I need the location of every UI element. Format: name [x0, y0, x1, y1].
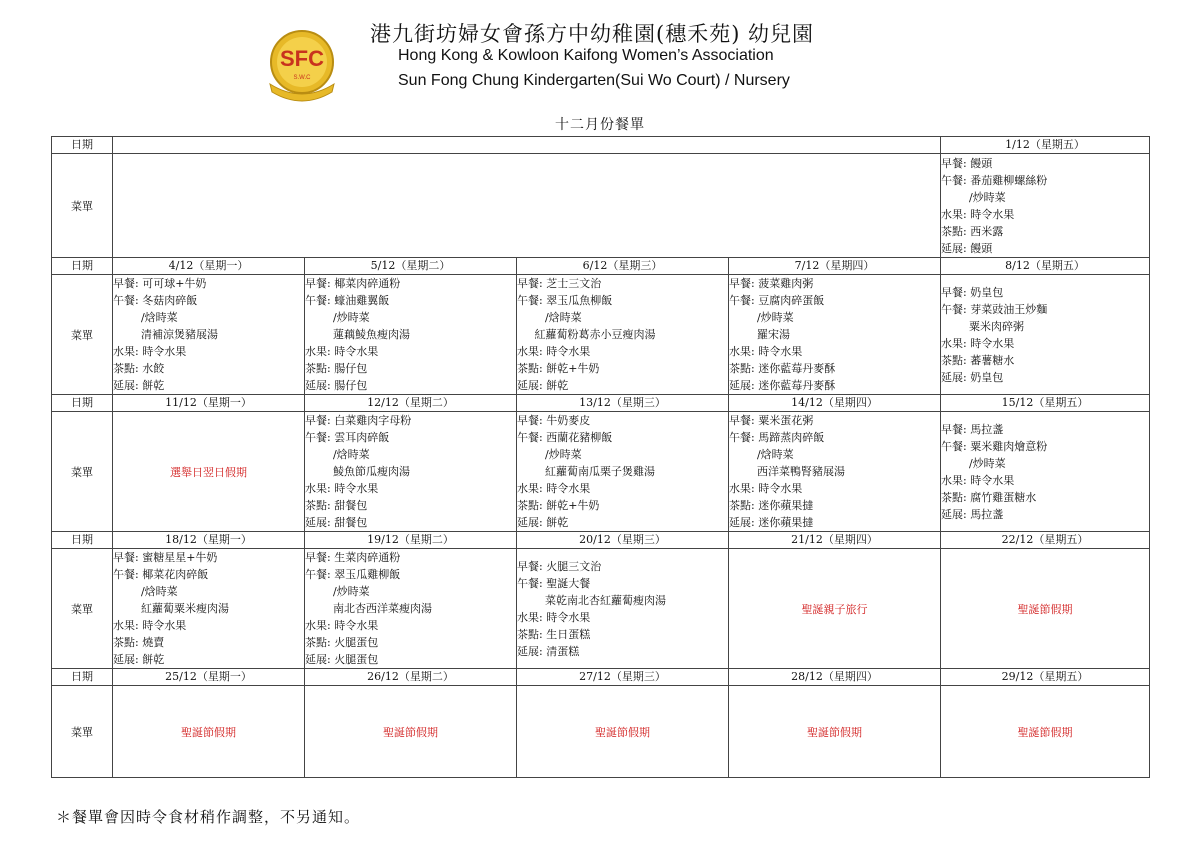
menu-line: /炒時菜: [729, 311, 794, 324]
menu-line: 午餐: 雲耳肉碎飯: [305, 431, 390, 444]
menu-line: 早餐: 奶皇包: [941, 285, 1004, 299]
menu-line: 午餐: 翠玉瓜雞柳飯: [305, 568, 401, 581]
date-cell: 7/12（星期四）: [729, 258, 941, 275]
menu-line: 早餐: 火腿三文治: [517, 559, 602, 573]
menu-line: 午餐: 冬菇肉碎飯: [113, 294, 198, 307]
holiday-cell: 聖誕節假期: [305, 686, 517, 778]
holiday-cell: 聖誕節假期: [517, 686, 729, 778]
menu-row: [52, 549, 1150, 669]
association-name-english: Hong Kong & Kowloon Kaifong Women’s Association: [398, 47, 774, 64]
menu-line: 早餐: 粟米蛋花粥: [729, 414, 814, 427]
menu-table: [51, 136, 1150, 778]
menu-line: 茶點: 迷你藍莓丹麥酥: [729, 362, 836, 375]
menu-row: [52, 275, 1150, 395]
menu-line: 羅宋湯: [729, 328, 790, 341]
date-cell: 4/12（星期一）: [113, 258, 305, 275]
menu-line: 早餐: 菠菜雞肉粥: [729, 277, 814, 290]
menu-line: 水果: 時令水果: [729, 345, 803, 358]
menu-line: 延展: 腸仔包: [305, 379, 368, 392]
menu-line: 早餐: 芝士三文治: [517, 277, 602, 290]
menu-line: 早餐: 牛奶麥皮: [517, 414, 591, 427]
menu-line: 午餐: 西蘭花豬柳飯: [517, 431, 613, 444]
menu-line: 茶點: 燒賣: [113, 636, 165, 649]
menu-line: /焓時菜: [113, 585, 178, 598]
menu-line: 延展: 餅乾: [113, 653, 165, 666]
menu-line: 水果: 時令水果: [941, 473, 1015, 487]
menu-line: 粟米肉碎粥: [941, 319, 1024, 333]
menu-line: 水果: 時令水果: [305, 482, 379, 495]
holiday-cell: 選舉日翌日假期: [113, 412, 305, 532]
menu-line: 午餐: 蠔油雞翼飯: [305, 294, 390, 307]
holiday-cell: 聖誕節假期: [941, 549, 1150, 669]
logo-small-text: S.W.C: [293, 75, 311, 81]
menu-row: [52, 412, 1150, 532]
menu-cell: [113, 549, 305, 669]
menu-row: [52, 154, 1150, 258]
menu-line: 水果: 時令水果: [113, 345, 187, 358]
menu-line: 延展: 餅乾: [517, 379, 569, 392]
menu-line: /焓時菜: [113, 311, 178, 324]
school-name-english: Sun Fong Chung Kindergarten(Sui Wo Court) / Nursery: [398, 72, 790, 89]
date-cell: 1/12（星期五）: [941, 137, 1150, 154]
date-cell: 28/12（星期四）: [729, 669, 941, 686]
kindergarten-logo: [262, 26, 342, 106]
menu-line: /焓時菜: [517, 311, 582, 324]
date-cell: 8/12（星期五）: [941, 258, 1150, 275]
menu-line: 午餐: 翠玉瓜魚柳飯: [517, 294, 613, 307]
date-cell: 13/12（星期三）: [517, 395, 729, 412]
date-cell: 27/12（星期三）: [517, 669, 729, 686]
menu-row: [52, 686, 1150, 778]
menu-cell: [305, 275, 517, 395]
menu-line: 水果: 時令水果: [941, 207, 1015, 221]
menu-label: 菜單: [52, 412, 113, 532]
menu-line: 延展: 餅乾: [113, 379, 165, 392]
date-label: 日期: [52, 258, 113, 275]
menu-line: 午餐: 聖誕大餐: [517, 576, 591, 590]
holiday-cell: 聖誕節假期: [113, 686, 305, 778]
month-title: 十二月份餐單: [555, 117, 645, 133]
menu-line: 茶點: 蕃薯糖水: [941, 353, 1015, 367]
date-cell: 19/12（星期二）: [305, 532, 517, 549]
date-label: 日期: [52, 137, 113, 154]
menu-line: 茶點: 生日蛋糕: [517, 627, 591, 641]
empty-cell: [113, 154, 941, 258]
menu-cell: [305, 412, 517, 532]
date-row: [52, 137, 1150, 154]
menu-line: /焓時菜: [305, 448, 370, 461]
menu-line: 午餐: 粟米雞肉燴意粉: [941, 439, 1048, 453]
menu-label: 菜單: [52, 686, 113, 778]
menu-cell: [941, 154, 1150, 258]
menu-line: 水果: 時令水果: [305, 345, 379, 358]
menu-line: 延展: 清蛋糕: [517, 644, 580, 658]
menu-line: 早餐: 白菜雞肉字母粉: [305, 414, 412, 427]
date-cell: 29/12（星期五）: [941, 669, 1150, 686]
menu-cell: [941, 275, 1150, 395]
menu-line: /炒時菜: [305, 311, 370, 324]
menu-cell: [941, 412, 1150, 532]
date-label: 日期: [52, 395, 113, 412]
empty-cell: [113, 137, 941, 154]
menu-line: /炒時菜: [941, 190, 1006, 204]
date-cell: 6/12（星期三）: [517, 258, 729, 275]
menu-cell: [517, 412, 729, 532]
date-cell: 12/12（星期二）: [305, 395, 517, 412]
school-name-chinese: 港九街坊婦女會孫方中幼稚園(穗禾苑) 幼兒園: [370, 22, 815, 46]
menu-line: 早餐: 饅頭: [941, 156, 993, 170]
menu-line: 茶點: 餅乾+牛奶: [517, 499, 600, 512]
page-header: [0, 0, 1200, 110]
menu-line: 水果: 時令水果: [729, 482, 803, 495]
menu-line: 早餐: 椰菜肉碎通粉: [305, 277, 401, 290]
menu-line: 延展: 火腿蛋包: [305, 653, 379, 666]
menu-line: /炒時菜: [305, 585, 370, 598]
menu-line: 午餐: 豆腐肉碎蛋飯: [729, 294, 825, 307]
date-cell: 15/12（星期五）: [941, 395, 1150, 412]
date-label: 日期: [52, 532, 113, 549]
holiday-cell: 聖誕節假期: [729, 686, 941, 778]
menu-cell: [517, 275, 729, 395]
holiday-cell: 聖誕節假期: [941, 686, 1150, 778]
menu-line: 水果: 時令水果: [517, 482, 591, 495]
menu-line: 延展: 餅乾: [517, 516, 569, 529]
date-cell: 5/12（星期二）: [305, 258, 517, 275]
menu-line: 茶點: 甜餐包: [305, 499, 368, 512]
menu-line: 紅蘿蔔粉葛赤小豆瘦肉湯: [517, 328, 656, 341]
menu-line: 茶點: 西米露: [941, 224, 1004, 238]
menu-line: 延展: 迷你蘋果撻: [729, 516, 814, 529]
menu-line: 延展: 甜餐包: [305, 516, 368, 529]
menu-line: /焓時菜: [729, 448, 794, 461]
menu-line: 早餐: 蜜糖星星+牛奶: [113, 551, 218, 564]
menu-line: 茶點: 火腿蛋包: [305, 636, 379, 649]
date-row: [52, 532, 1150, 549]
date-cell: 25/12（星期一）: [113, 669, 305, 686]
menu-line: 延展: 馬拉盞: [941, 507, 1004, 521]
date-cell: 21/12（星期四）: [729, 532, 941, 549]
menu-line: 水果: 時令水果: [517, 345, 591, 358]
date-cell: 18/12（星期一）: [113, 532, 305, 549]
date-cell: 20/12（星期三）: [517, 532, 729, 549]
menu-line: 紅蘿蔔粟米瘦肉湯: [113, 602, 229, 615]
menu-line: 菜乾南北杏紅蘿蔔瘦肉湯: [517, 593, 666, 607]
menu-label: 菜單: [52, 275, 113, 395]
menu-line: 午餐: 番茄雞柳螺絲粉: [941, 173, 1048, 187]
date-label: 日期: [52, 669, 113, 686]
date-cell: 11/12（星期一）: [113, 395, 305, 412]
menu-line: 茶點: 餅乾+牛奶: [517, 362, 600, 375]
menu-line: 南北杏西洋菜瘦肉湯: [305, 602, 432, 615]
date-row: [52, 395, 1150, 412]
menu-line: 水果: 時令水果: [517, 610, 591, 624]
menu-line: 早餐: 可可球+牛奶: [113, 277, 207, 290]
footnote: ＊餐單會因時令食材稍作調整，不另通知。: [56, 808, 361, 826]
menu-cell: [113, 275, 305, 395]
menu-line: /炒時菜: [941, 456, 1006, 470]
menu-line: 水果: 時令水果: [941, 336, 1015, 350]
menu-cell: [729, 275, 941, 395]
menu-line: 早餐: 生菜肉碎通粉: [305, 551, 401, 564]
menu-line: 延展: 奶皇包: [941, 370, 1004, 384]
menu-line: 延展: 迷你藍莓丹麥酥: [729, 379, 836, 392]
menu-line: 茶點: 迷你蘋果撻: [729, 499, 814, 512]
menu-line: 茶點: 腐竹雞蛋糖水: [941, 490, 1037, 504]
menu-line: 延展: 饅頭: [941, 241, 993, 255]
menu-cell: [729, 412, 941, 532]
date-row: [52, 258, 1150, 275]
menu-line: 西洋菜鴨腎豬展湯: [729, 465, 845, 478]
menu-line: 蓮藕鯪魚瘦肉湯: [305, 328, 410, 341]
menu-line: 午餐: 馬蹄蒸肉碎飯: [729, 431, 825, 444]
menu-line: 水果: 時令水果: [305, 619, 379, 632]
date-cell: 14/12（星期四）: [729, 395, 941, 412]
menu-line: 午餐: 芽菜豉油王炒麵: [941, 302, 1048, 316]
menu-cell: [305, 549, 517, 669]
date-cell: 26/12（星期二）: [305, 669, 517, 686]
menu-line: 鯪魚節瓜瘦肉湯: [305, 465, 410, 478]
menu-label: 菜單: [52, 154, 113, 258]
date-row: [52, 669, 1150, 686]
menu-line: 茶點: 腸仔包: [305, 362, 368, 375]
logo-text: SFC: [280, 46, 324, 71]
holiday-cell: 聖誕親子旅行: [729, 549, 941, 669]
menu-line: /炒時菜: [517, 448, 582, 461]
menu-line: 紅蘿蔔南瓜栗子煲雞湯: [517, 465, 655, 478]
menu-label: 菜單: [52, 549, 113, 669]
menu-line: 早餐: 馬拉盞: [941, 422, 1004, 436]
menu-line: 水果: 時令水果: [113, 619, 187, 632]
menu-line: 茶點: 水餃: [113, 362, 165, 375]
menu-line: 午餐: 椰菜花肉碎飯: [113, 568, 209, 581]
menu-cell: [517, 549, 729, 669]
date-cell: 22/12（星期五）: [941, 532, 1150, 549]
menu-line: 清補涼煲豬展湯: [113, 328, 218, 341]
